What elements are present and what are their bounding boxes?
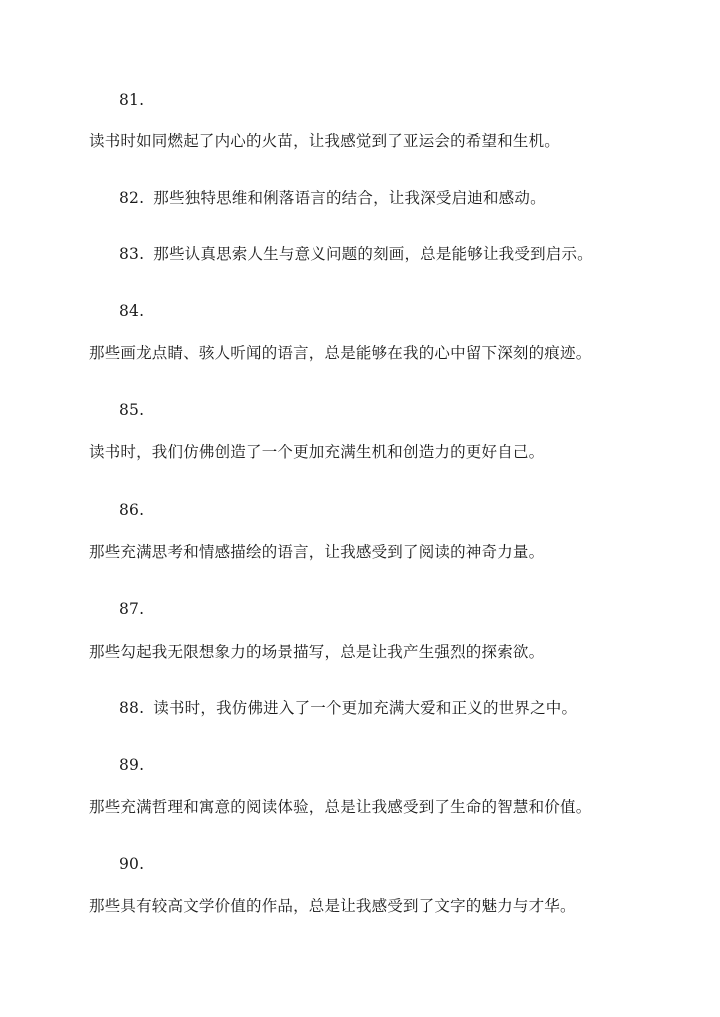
item-number: 82. (119, 189, 145, 207)
item-number: 86. (119, 501, 145, 519)
item-text: 读书时，我们仿佛创造了一个更加充满生机和创造力的更好自己。 (89, 443, 545, 461)
item-text: 读书时，我仿佛进入了一个更加充满大爱和正义的世界之中。 (153, 699, 578, 717)
item-number: 84. (119, 302, 145, 320)
item-text: 那些具有较高文学价值的作品，总是让我感受到了文字的魅力与才华。 (89, 897, 576, 915)
list-item (119, 698, 577, 718)
item-text: 那些充满哲理和寓意的阅读体验，总是让我感受到了生命的智慧和价值。 (89, 798, 592, 816)
item-number: 87. (119, 600, 145, 618)
list-item (119, 188, 546, 208)
list-item (119, 244, 593, 264)
item-text: 那些认真思索人生与意义问题的刻画，总是能够让我受到启示。 (153, 245, 593, 263)
item-number: 81. (119, 91, 145, 109)
item-text: 那些画龙点睛、骇人听闻的语言，总是能够在我的心中留下深刻的痕迹。 (89, 344, 592, 362)
item-number: 88. (119, 699, 145, 717)
item-text: 读书时如同燃起了内心的火苗，让我感觉到了亚运会的希望和生机。 (89, 132, 561, 150)
item-number: 85. (119, 401, 145, 419)
item-text: 那些独特思维和俐落语言的结合，让我深受启迪和感动。 (153, 189, 546, 207)
item-text: 那些勾起我无限想象力的场景描写，总是让我产生强烈的探索欲。 (89, 643, 545, 661)
item-number: 90. (119, 855, 145, 873)
item-number: 83. (119, 245, 145, 263)
item-text: 那些充满思考和情感描绘的语言，让我感受到了阅读的神奇力量。 (89, 543, 545, 561)
item-number: 89. (119, 756, 145, 774)
